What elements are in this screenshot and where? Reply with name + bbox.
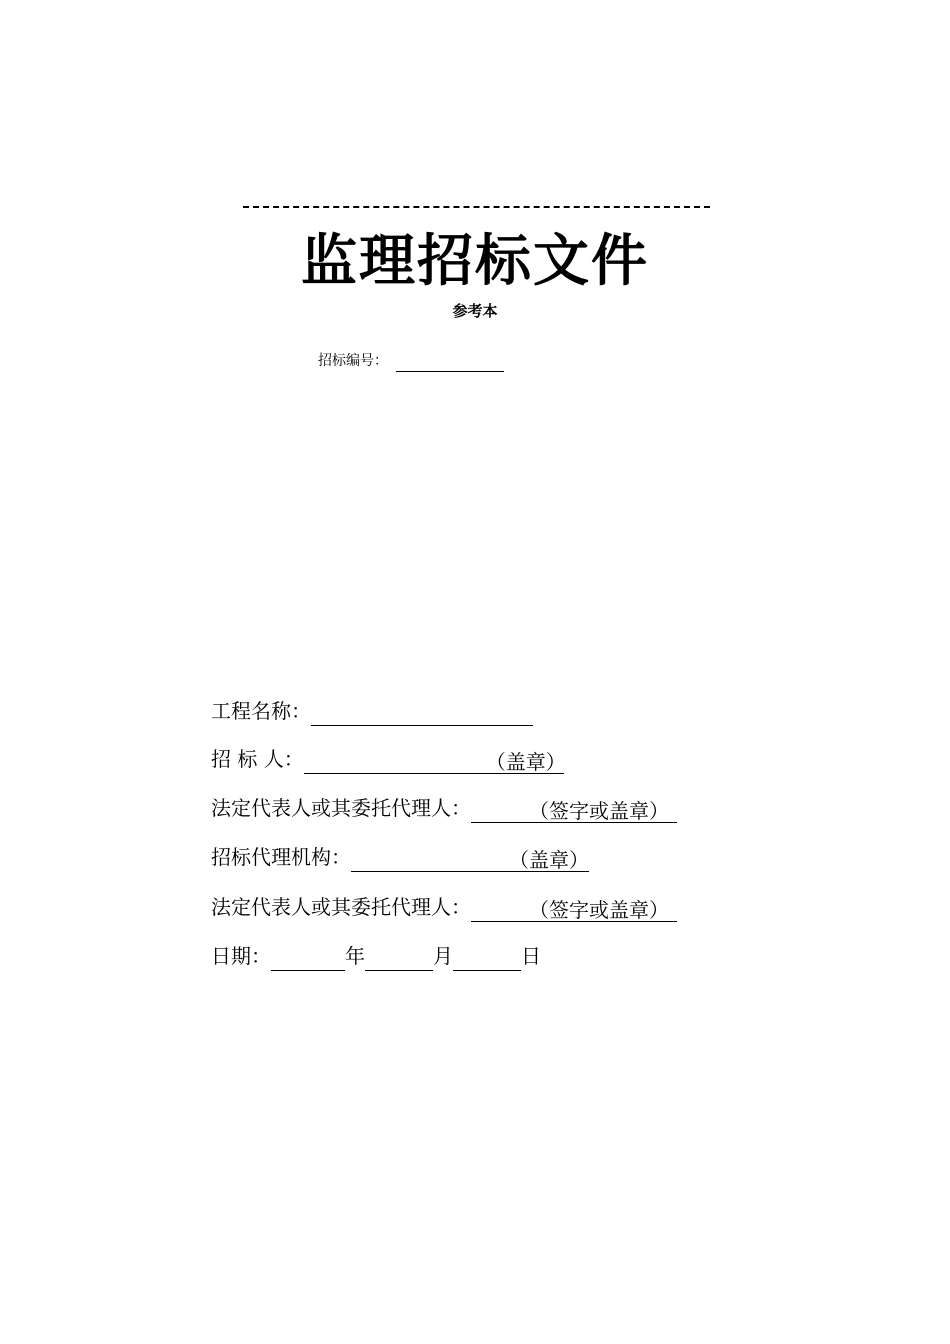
year-blank[interactable] — [271, 944, 345, 971]
day-label: 日 — [521, 944, 541, 968]
tenderer-seal-note: （盖章） — [485, 750, 566, 774]
tenderer-label: 招 标 人： — [211, 747, 304, 771]
date-line — [211, 941, 541, 971]
month-label: 月 — [433, 944, 453, 968]
legal-rep2-blank[interactable] — [471, 895, 677, 922]
day-blank[interactable] — [453, 944, 521, 971]
month-blank[interactable] — [365, 944, 433, 971]
legal-rep2-label: 法定代表人或其委托代理人： — [211, 895, 471, 919]
legal-rep-label: 法定代表人或其委托代理人： — [211, 796, 471, 820]
legal-rep-line — [211, 793, 677, 823]
agency-line — [211, 842, 589, 872]
agency-blank[interactable] — [351, 845, 589, 872]
legal-rep2-seal-note: （签字或盖章） — [529, 898, 669, 922]
legal-rep-seal-note: （签字或盖章） — [529, 799, 669, 823]
document-title: 监理招标文件 — [301, 229, 649, 294]
legal-rep2-line — [211, 892, 677, 922]
tenderer-blank[interactable] — [304, 747, 564, 774]
tenderer-line — [211, 744, 564, 774]
year-label: 年 — [345, 944, 365, 968]
project-name-label: 工程名称： — [211, 699, 311, 723]
agency-seal-note: （盖章） — [509, 848, 589, 872]
legal-rep-blank[interactable] — [471, 796, 677, 823]
top-dashed-rule — [243, 206, 710, 208]
document-subtitle: 参考本 — [452, 302, 498, 320]
project-name-blank[interactable] — [311, 699, 533, 726]
agency-label: 招标代理机构： — [211, 845, 351, 869]
date-label: 日期： — [211, 944, 271, 968]
bid-number-blank[interactable] — [396, 357, 504, 372]
project-name-line — [211, 696, 533, 726]
bid-number-line — [318, 350, 504, 372]
bid-number-label: 招标编号： — [318, 353, 388, 369]
